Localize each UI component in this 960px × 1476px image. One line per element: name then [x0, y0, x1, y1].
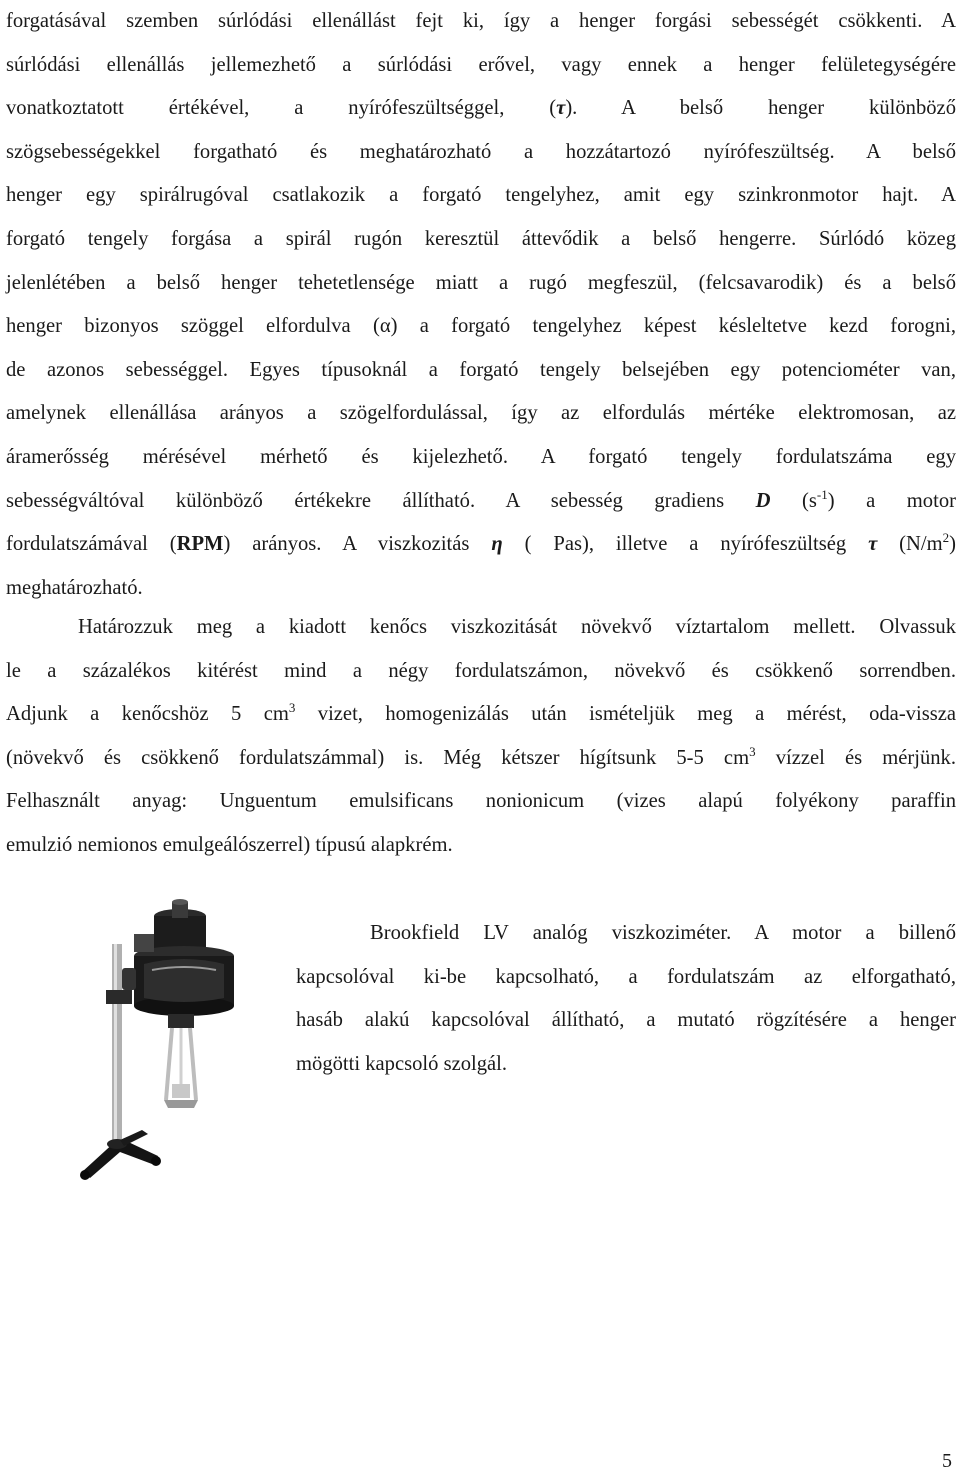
text-line: Adjunk a kenőcshöz 5 $cm^3$ vizet, homogenizálás után ismételjük meg a mérést, oda-vissza — [6, 700, 956, 725]
text-line: (növekvő és csökkenő fordulatszámmal) is. Még kétszer hígítsunk 5-5 $cm^3$ vízzel és mérjünk. — [6, 743, 956, 769]
text-line: le a százalékos kitérést mind a négy fordulatszámon, növekvő és csökkenő sorrendben. — [6, 659, 956, 682]
text-line: forgató tengely forgása a spirál rugón keresztül áttevődik a belső hengerre. Súrlódó közeg — [6, 227, 956, 250]
d-symbol: D — [755, 489, 771, 512]
text-line: fordulatszámával (RPM) arányos. A viszkozitás η ( Pas), illetve a nyírófeszültség τ $(N/m^2)$ — [6, 530, 957, 556]
text-line: szögsebességekkel forgatható és meghatározható a hozzátartozó nyírófeszültség. A belső — [6, 140, 956, 163]
caption-line: kapcsolóval ki-be kapcsolható, a fordulatszám az elforgatható, — [296, 965, 956, 988]
text-line: meghatározható. — [6, 576, 143, 599]
alpha-symbol: α — [379, 315, 391, 338]
text-line: emulzió nemionos emulgeálószerrel) típusú alapkrém. — [6, 833, 453, 856]
eta-symbol: η — [491, 533, 503, 556]
rpm-bold: RPM — [176, 533, 224, 556]
text-line: jelenlétében a belső henger tehetetlensége miatt a rugó megfeszül, (felcsavarodik) és a belső — [6, 271, 956, 294]
text-line: Felhasznált anyag: Unguentum emulsificans nonionicum (vizes alapú folyékony paraffin — [6, 790, 956, 812]
tau-symbol: τ — [556, 97, 566, 120]
text-line: áramerősség mérésével mérhető és kijelezhető. A forgató tengely fordulatszáma egy — [6, 445, 956, 468]
text-line: sebességváltóval különböző értékekre állítható. A sebesség gradiens D $(s^{-1})$ a motor — [6, 486, 956, 512]
paragraph-1 — [6, 0, 956, 610]
caption-line: hasáb alakú kapcsolóval állítható, a mutató rögzítésére a henger — [296, 1009, 956, 1032]
text-line: súrlódási ellenállás jellemezhető a súrlódási erővel, vagy ennek a henger felületegységére — [6, 53, 956, 76]
text-line: henger egy spirálrugóval csatlakozik a forgató tengelyhez, amit egy szinkronmotor hajt. A — [6, 184, 956, 207]
caption-line: mögötti kapcsoló szolgál. — [296, 1052, 508, 1075]
text-line: forgatásával szemben súrlódási ellenállást fejt ki, így a henger forgási sebességét csökkenti. A — [6, 10, 956, 32]
text-line: vonatkoztatott értékével, a nyírófeszültséggel, (τ). A belső henger különböző — [6, 97, 956, 120]
text-line: henger bizonyos szöggel elfordulva (α) a forgató tengelyhez képest késleltetve kezd forogni, — [6, 315, 956, 338]
text-line: de azonos sebességgel. Egyes típusoknál a forgató tengely belsejében egy potenciométer van, — [6, 358, 956, 381]
figure-caption — [296, 912, 956, 1086]
tau-symbol: τ — [868, 533, 878, 556]
text-line: amelynek ellenállása arányos a szögelfordulással, így az elfordulás mértéke elektromosan, az — [6, 402, 956, 425]
viscometer-image — [72, 894, 272, 1184]
paragraph-2 — [6, 606, 956, 867]
text-line: Határozzuk meg a kiadott kenőcs viszkozitását növekvő víztartalom mellett. Olvassuk — [78, 616, 956, 638]
caption-line: Brookfield LV analóg viszkoziméter. A motor a billenő — [370, 922, 956, 944]
page-number: 5 — [942, 1450, 952, 1472]
